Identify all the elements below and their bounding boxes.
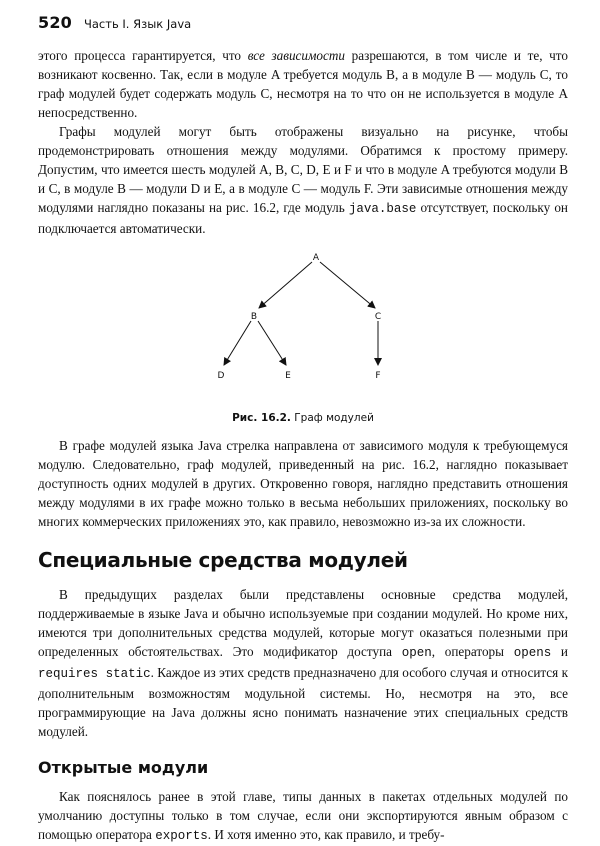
node-c: C — [374, 312, 382, 322]
code-requires-static: requires static — [38, 667, 151, 681]
text-run: , операторы — [431, 644, 514, 659]
subsection-heading: Открытые модули — [38, 758, 209, 777]
node-f: F — [375, 371, 381, 381]
page-header — [38, 13, 568, 33]
paragraph-graph-intro — [38, 122, 568, 238]
node-e: E — [285, 371, 291, 381]
text-run: Как пояснялось ранее в этой главе, типы данных в пакетах отдельных модулей по умолчанию доступны только в том случае, если они экспортируются явным образом с помощью оператора — [38, 789, 568, 842]
code-exports: exports — [155, 829, 208, 843]
text-run: этого процесса гарантируется, что — [38, 48, 248, 63]
paragraph-special-features — [38, 585, 568, 741]
paragraph-continued — [38, 46, 568, 122]
code-java-base: java.base — [348, 202, 417, 216]
text-run: и — [551, 644, 568, 659]
edge-a-b — [259, 262, 312, 308]
edge-b-e — [258, 321, 286, 365]
text-run: Графы модулей могут быть отображены визуально на рисунке, чтобы продемонстрировать отношения между модулями. Обратимся к простому примеру. Допустим, что имеется шесть модулей A, B, C, D, E и F и что в модуле A требуются модули B и C, в модуле B — модули D и E, а в модуле C — модуль F. Эти зависимые отношения между модулями наглядно показаны на рис. 16.2, где модуль — [38, 124, 568, 215]
node-d: D — [217, 371, 225, 381]
caption-label: Рис. 16.2. — [232, 412, 291, 424]
module-graph-figure — [38, 252, 568, 410]
code-open: open — [401, 646, 432, 660]
text-run: В предыдущих разделах были представлены основные средства модулей, поддерживаемые в языке Java и обычно используемые при создании модулей. Но кроме них, имеются три дополнительных средства модулей, которые могут оказаться полезными при определенных обстоятельствах. Это модификатор доступа — [38, 587, 568, 659]
node-b: B — [250, 312, 258, 322]
section-heading: Специальные средства модулей — [38, 548, 408, 572]
emphasis: все зависимости — [247, 48, 345, 63]
text-run: . И хотя именно это, как правило, и требу- — [207, 827, 445, 842]
paragraph-graph-direction: В графе модулей языка Java стрелка направлена от зависимого модуля к требующемуся модулю. Следовательно, граф модулей, приведенный на рис. 16.2, наглядно показывает доступность одних модулей в других. Откровенно говоря, наглядно представить отношения между модулями в их графе можно только в весьма небольших приложениях, поскольку во многих коммерческих приложениях это, как правило, невозможно из-за их сложности. — [38, 438, 568, 529]
paragraph-open-modules — [38, 787, 568, 846]
edge-b-d — [224, 321, 251, 365]
page-body — [38, 46, 568, 846]
figure-caption — [38, 412, 568, 424]
running-head: Часть I. Язык Java — [84, 17, 192, 31]
text-run: . Каждое из этих средств предназначено для особого случая и относится к дополнительным возможностям модульной системы. Но, несмотря на это, все программирующие на Java должны ясно понимать назначение этих специальных средств модулей. — [38, 665, 568, 739]
module-graph-diagram — [38, 252, 568, 410]
text-run: разрешаются, в том числе и те, что возникают косвенно. Так, если в модуле A требуется модуль B, а в модуле B — модуль C, то граф модулей будет содержать модуль C, несмотря на то что он не используется в модуле A непосредственно. — [38, 48, 568, 120]
node-a: A — [312, 253, 320, 263]
edge-a-c — [320, 262, 375, 308]
caption-text: Граф модулей — [290, 412, 374, 424]
code-opens: opens — [513, 646, 552, 660]
page-number: 520 — [38, 13, 72, 32]
text-run: отсутствует, поскольку он подключается автоматически. — [38, 200, 568, 236]
